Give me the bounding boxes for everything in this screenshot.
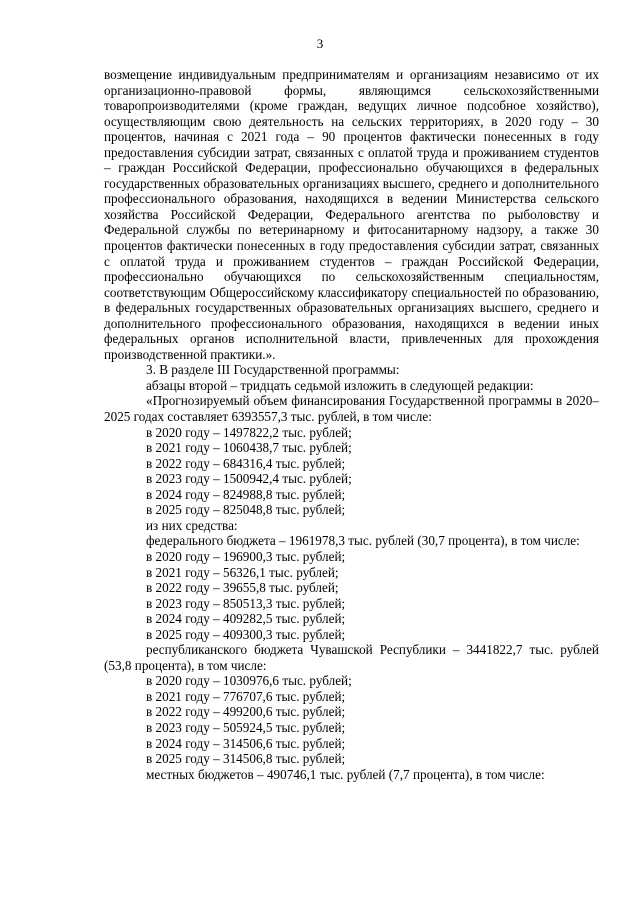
page-number: 3 (316, 36, 324, 51)
list-item: из них средства: (146, 517, 238, 533)
paragraph: абзацы второй – тридцать седьмой изложить в следующей редакции: (146, 377, 534, 393)
list-item: в 2025 году – 409300,3 тыс. рублей; (146, 626, 346, 642)
list-item: в 2024 году – 824988,8 тыс. рублей; (146, 486, 346, 502)
list-item: в 2021 году – 776707,6 тыс. рублей; (146, 688, 346, 704)
list-item: в 2022 году – 499200,6 тыс. рублей; (146, 704, 346, 720)
paragraph: 3. В разделе III Государственной программы: (146, 362, 400, 378)
list-item: в 2023 году – 850513,3 тыс. рублей; (146, 595, 346, 611)
list-item: в 2021 году – 1060438,7 тыс. рублей; (146, 440, 352, 456)
list-item: в 2024 году – 409282,5 тыс. рублей; (146, 611, 346, 627)
list-item: в 2020 году – 1497822,2 тыс. рублей; (146, 424, 352, 440)
document-body (104, 67, 599, 782)
list-item: в 2025 году – 314506,8 тыс. рублей; (146, 751, 346, 767)
paragraph: возмещение индивидуальным предпринимателям и организациям независимо от их организационно-правовой формы, являющимся сельскохозяйственными товаропроизводителями (кроме граждан, ведущих личное подсобное хозяйство), осуществляющим свою деятельность на сельских территориях, в 2020 году – 30 процентов, начиная с 2021 года – 90 процентов фактически понесенных в году предоставления субсидии затрат, связанных с оплатой труда и проживанием студентов – граждан Российской Федерации, профессионально обучающихся в федеральных государственных образовательных организациях высшего, среднего и дополнительного профессионального образования, находящихся в ведении Министерства сельского хозяйства Российской Федерации, Федерального агентства по рыболовству и Федеральной службы по ветеринарному и фитосанитарному надзору, а также 30 процентов фактически понесенных в году предоставления субсидии затрат, связанных с оплатой труда и проживанием студентов – граждан Российской Федерации, профессионально обучающихся по сельскохозяйственным специальностям, соответствующим Общероссийскому классификатору специальностей по образованию, в федеральных государственных образовательных организациях высшего, среднего и дополнительного профессионального образования, находящихся в ведении иных федеральных органов исполнительной власти, привлеченных для прохождения производственной практики.». (104, 67, 599, 362)
list-item: в 2020 году – 196900,3 тыс. рублей; (146, 548, 346, 564)
list-item: в 2021 году – 56326,1 тыс. рублей; (146, 564, 339, 580)
list-item: в 2023 году – 1500942,4 тыс. рублей; (146, 471, 352, 487)
paragraph: «Прогнозируемый объем финансирования Государственной программы в 2020–2025 годах составляет 6393557,3 тыс. рублей, в том числе: (104, 393, 599, 425)
list-item: местных бюджетов – 490746,1 тыс. рублей (7,7 процента), в том числе: (146, 766, 545, 782)
list-item: в 2024 году – 314506,6 тыс. рублей; (146, 735, 346, 751)
list-item: в 2022 году – 684316,4 тыс. рублей; (146, 455, 346, 471)
paragraph: федерального бюджета – 1961978,3 тыс. рублей (30,7 процента), в том числе: (146, 533, 580, 549)
list-item: в 2023 году – 505924,5 тыс. рублей; (146, 719, 346, 735)
paragraph: республиканского бюджета Чувашской Республики – 3441822,7 тыс. рублей (53,8 процента), в том числе: (104, 642, 599, 673)
list-item: в 2022 году – 39655,8 тыс. рублей; (146, 580, 339, 596)
list-item: в 2025 году – 825048,8 тыс. рублей; (146, 502, 346, 518)
list-item: в 2020 году – 1030976,6 тыс. рублей; (146, 673, 352, 689)
